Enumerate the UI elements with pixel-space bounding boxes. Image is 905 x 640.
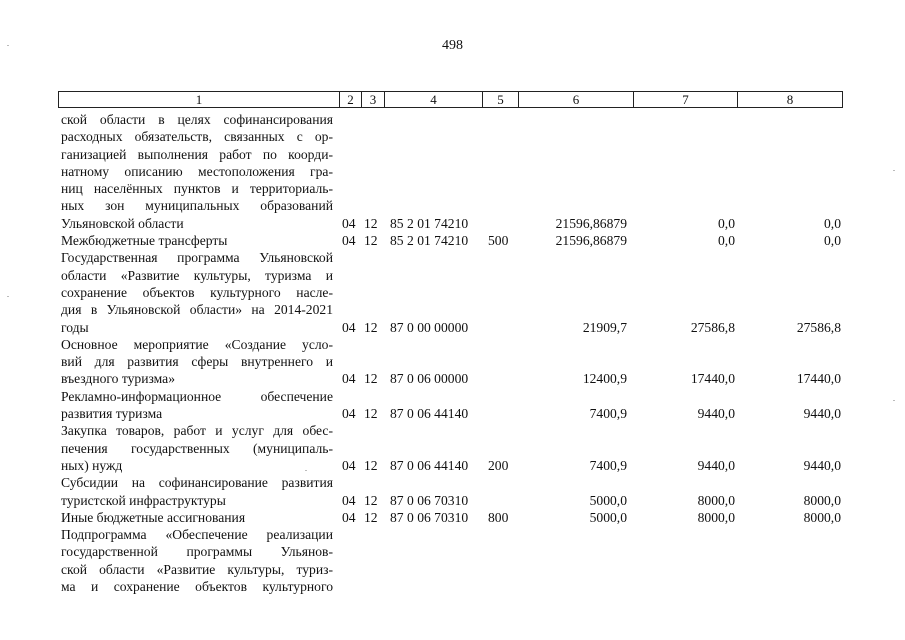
subsection-code: 12	[364, 509, 378, 525]
row-values	[0, 215, 905, 232]
target-article-code: 87 0 06 70310	[390, 509, 469, 525]
table-body	[0, 111, 905, 595]
target-article-code: 87 0 06 44140	[390, 457, 469, 473]
subsection-code: 12	[364, 233, 378, 249]
section-code: 04	[342, 215, 356, 231]
target-article-code: 85 2 01 74210	[390, 215, 469, 231]
row-name-line: расходных обязательств, связанных с ор-	[61, 129, 333, 145]
amount-col-7: 0,0	[718, 215, 735, 231]
row-name-line: Иные бюджетные ассигнования	[61, 509, 246, 525]
row-name-line: ма и сохранение объектов культурного	[61, 579, 333, 595]
table-row	[0, 111, 905, 232]
row-name-line: ской области в целях софинансирования	[61, 112, 333, 127]
subsection-code: 12	[364, 492, 378, 508]
amount-col-8: 9440,0	[803, 406, 841, 422]
row-name-line: сохранение объектов культурного насле-	[61, 284, 333, 300]
table-row	[0, 388, 905, 423]
row-name-line: вий для развития сферы внутреннего и	[61, 354, 333, 370]
target-article-code: 87 0 06 70310	[390, 492, 469, 508]
table-row	[0, 232, 905, 249]
table-row	[0, 336, 905, 388]
row-name-line: ниц населённых пунктов и территориаль-	[61, 181, 333, 197]
row-name-line: Основное мероприятие «Создание усло-	[61, 336, 333, 352]
row-name-line: Государственная программа Ульяновской	[61, 250, 333, 266]
amount-col-6: 7400,9	[589, 406, 627, 422]
row-name-line: развития туризма	[61, 406, 163, 422]
row-name-line: натному описанию местоположения гра-	[61, 163, 333, 179]
amount-col-7: 8000,0	[697, 492, 735, 508]
amount-col-7: 27586,8	[690, 319, 735, 335]
section-code: 04	[342, 233, 356, 249]
table-header	[58, 91, 843, 108]
column-header-3: 3	[362, 92, 385, 107]
page-number: 498	[442, 38, 463, 53]
row-name-line: Рекламно-информационное обеспечение	[61, 388, 333, 404]
row-name-line: печения государственных (муниципаль-	[61, 440, 333, 456]
table-row	[0, 249, 905, 335]
row-values	[0, 509, 905, 526]
scan-speck	[893, 170, 895, 171]
section-code: 04	[342, 406, 356, 422]
table-row	[0, 474, 905, 509]
amount-col-6: 21596,86879	[555, 215, 627, 231]
table-row	[0, 526, 905, 595]
row-values	[0, 405, 905, 422]
row-name-line: въездного туризма»	[61, 371, 175, 387]
row-values	[0, 232, 905, 249]
row-name-line: дия в Ульяновской области» на 2014-2021	[61, 302, 333, 318]
row-name-line: государственной программы Ульянов-	[61, 544, 333, 560]
row-name-line: ных зон муниципальных образований	[61, 198, 333, 214]
column-header-7: 7	[634, 92, 738, 107]
column-header-5: 5	[483, 92, 519, 107]
amount-col-8: 17440,0	[796, 371, 841, 387]
amount-col-6: 21596,86879	[555, 233, 627, 249]
column-header-6: 6	[519, 92, 634, 107]
amount-col-6: 7400,9	[589, 457, 627, 473]
scan-speck	[7, 296, 9, 297]
scan-speck	[305, 470, 307, 471]
amount-col-8: 8000,0	[803, 492, 841, 508]
amount-col-6: 5000,0	[589, 509, 627, 525]
row-values	[0, 578, 905, 595]
row-name-line: Субсидии на софинансирование развития	[61, 475, 333, 491]
row-values	[0, 319, 905, 336]
amount-col-7: 17440,0	[690, 371, 735, 387]
subsection-code: 12	[364, 215, 378, 231]
expense-type-code: 200	[488, 457, 509, 473]
expense-type-code: 500	[488, 233, 509, 249]
row-name-line: Закупка товаров, работ и услуг для обес-	[61, 423, 333, 439]
amount-col-7: 9440,0	[697, 457, 735, 473]
amount-col-6: 21909,7	[582, 319, 627, 335]
row-values	[0, 457, 905, 474]
expense-type-code: 800	[488, 509, 509, 525]
row-values	[0, 492, 905, 509]
subsection-code: 12	[364, 371, 378, 387]
column-header-8: 8	[786, 92, 794, 107]
row-name-line: туристской инфраструктуры	[61, 492, 226, 508]
amount-col-8: 9440,0	[803, 457, 841, 473]
section-code: 04	[342, 319, 356, 335]
row-name-line: ганизацией выполнения работ по коорди-	[61, 146, 333, 162]
target-article-code: 85 2 01 74210	[390, 233, 469, 249]
amount-col-6: 12400,9	[582, 371, 627, 387]
row-name-line: ных) нужд	[61, 457, 123, 473]
row-name-line: Ульяновской области	[61, 215, 184, 231]
amount-col-7: 0,0	[718, 233, 735, 249]
scan-speck	[7, 45, 9, 46]
row-name-line: ской области «Развитие культуры, туриз-	[61, 561, 333, 577]
column-header-2: 2	[340, 92, 362, 107]
amount-col-8: 0,0	[824, 215, 841, 231]
row-values	[0, 370, 905, 387]
section-code: 04	[342, 371, 356, 387]
amount-col-7: 9440,0	[697, 406, 735, 422]
column-header-1: 1	[59, 92, 340, 107]
row-name-line: годы	[61, 319, 89, 335]
row-name-line: области «Развитие культуры, туризма и	[61, 267, 333, 283]
target-article-code: 87 0 06 00000	[390, 371, 469, 387]
table-row	[0, 422, 905, 474]
amount-col-8: 8000,0	[803, 509, 841, 525]
target-article-code: 87 0 06 44140	[390, 406, 469, 422]
column-header-4: 4	[385, 92, 483, 107]
section-code: 04	[342, 457, 356, 473]
amount-col-8: 27586,8	[796, 319, 841, 335]
scan-speck	[893, 400, 895, 401]
amount-col-8: 0,0	[824, 233, 841, 249]
section-code: 04	[342, 509, 356, 525]
subsection-code: 12	[364, 406, 378, 422]
section-code: 04	[342, 492, 356, 508]
amount-col-7: 8000,0	[697, 509, 735, 525]
target-article-code: 87 0 00 00000	[390, 319, 469, 335]
subsection-code: 12	[364, 457, 378, 473]
subsection-code: 12	[364, 319, 378, 335]
amount-col-6: 5000,0	[589, 492, 627, 508]
table-row	[0, 509, 905, 526]
row-name-line: Подпрограмма «Обеспечение реализации	[61, 527, 333, 543]
row-name-line: Межбюджетные трансферты	[61, 233, 228, 249]
